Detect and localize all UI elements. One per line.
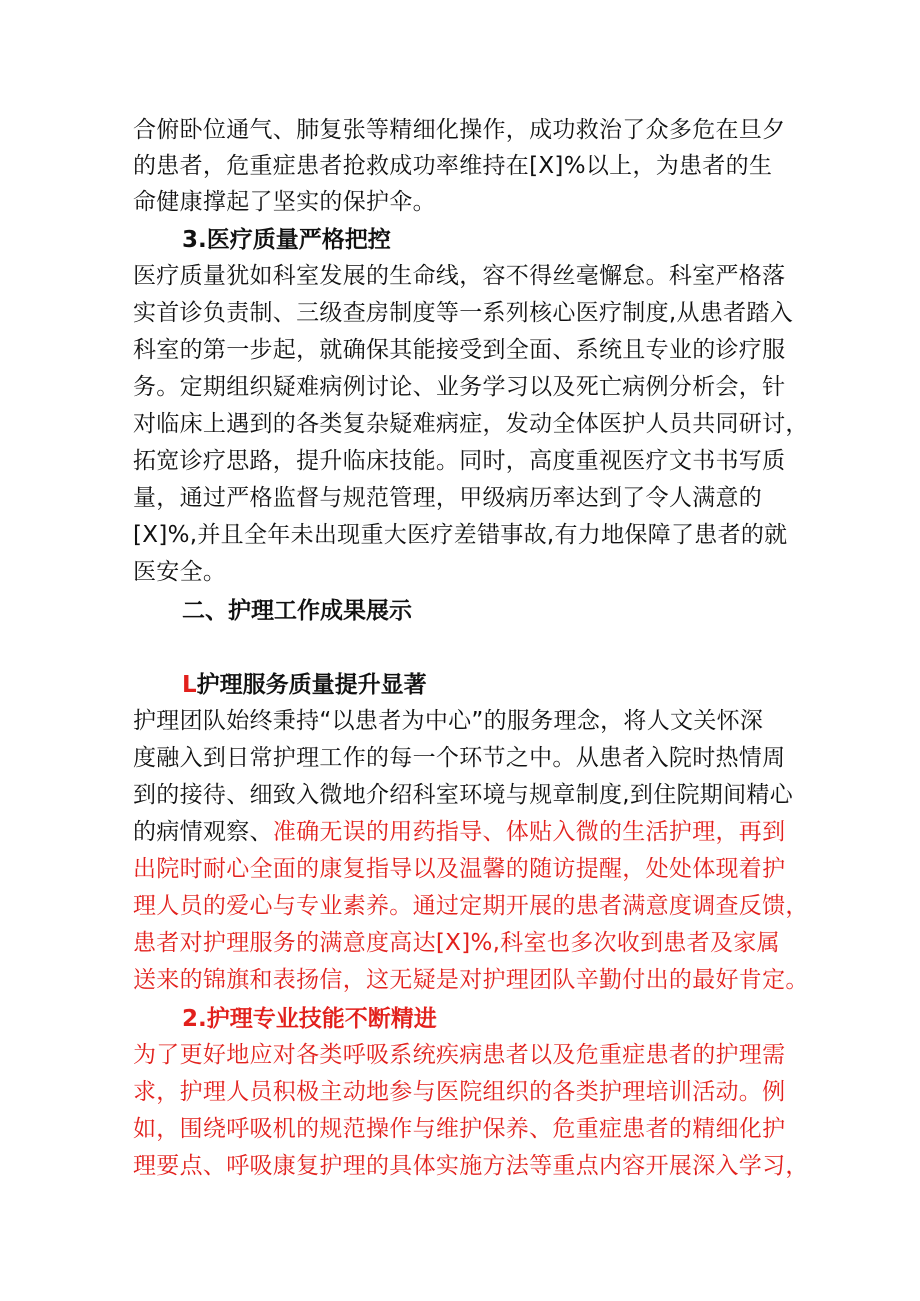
paragraph-line-red: 理人员的爱心与专业素养。通过定期开展的患者满意度调查反馈， [133,893,809,919]
heading-section-nursing: 二、护理工作成果展示 [182,598,412,624]
paragraph-line: 务。定期组织疑难病例讨论、业务学习以及死亡病例分析会，针 [133,374,786,400]
paragraph-line: 合俯卧位通气、肺复张等精细化操作，成功救治了众多危在旦夕 [133,117,786,143]
paragraph-line-mixed [133,814,813,850]
heading-text: 护理服务质量提升显著 [196,672,427,698]
paragraph-line: 医疗质量犹如科室发展的生命线，容不得丝毫懈怠。科室严格落 [133,263,786,289]
paragraph-line: 命健康撑起了坚实的保护伞。 [133,189,436,215]
heading-marker: L [182,672,197,698]
text-black: 的病情观察、 [133,819,273,845]
paragraph-line: 拓宽诊疗思路，提升临床技能。同时，高度重视医疗文书书写质 [133,448,786,474]
paragraph-line: 实首诊负责制、三级查房制度等一系列核心医疗制度,从患者踏入 [133,300,794,326]
paragraph-line-red: 求，护理人员积极主动地参与医院组织的各类护理培训活动。例 [133,1079,786,1105]
heading-nursing-service [182,667,427,703]
heading-medical-quality: 3.医疗质量严格把控 [182,227,391,253]
paragraph-line: 护理团队始终秉持“以患者为中心”的服务理念，将人文关怀深 [133,708,764,734]
paragraph-line: 对临床上遇到的各类复杂疑难病症，发动全体医护人员共同研讨， [133,411,809,437]
heading-nursing-skills: 2.护理专业技能不断精进 [182,1006,437,1032]
paragraph-line-red: 理要点、呼吸康复护理的具体实施方法等重点内容开展深入学习， [133,1153,809,1179]
paragraph-line: 量，通过严格监督与规范管理，甲级病历率达到了令人满意的 [133,485,763,511]
paragraph-line-red: 送来的锦旗和表扬信，这无疑是对护理团队辛勤付出的最好肯定。 [133,967,809,993]
paragraph-line-red: 出院时耐心全面的康复指导以及温馨的随访提醒，处处体现着护 [133,856,786,882]
paragraph-line: [X]%,并且全年未出现重大医疗差错事故,有力地保障了患者的就 [133,522,788,548]
text-red: 准确无误的用药指导、体贴入微的生活护理，再到 [272,819,786,845]
paragraph-line: 的患者，危重症患者抢救成功率维持在[X]%以上，为患者的生 [133,153,773,179]
paragraph-line: 度融入到日常护理工作的每一个环节之中。从患者入院时热情周 [133,745,786,771]
paragraph-line: 到的接待、细致入微地介绍科室环境与规章制度,到住院期间精心 [133,782,794,808]
paragraph-line: 医安全。 [133,559,227,585]
paragraph-line-red: 如，围绕呼吸机的规范操作与维护保养、危重症患者的精细化护 [133,1116,786,1142]
paragraph-line: 科室的第一步起，就确保其能接受到全面、系统且专业的诊疗服 [133,337,786,363]
paragraph-line-red: 为了更好地应对各类呼吸系统疾病患者以及危重症患者的护理需 [133,1042,786,1068]
paragraph-line-red: 患者对护理服务的满意度高达[X]%,科室也多次收到患者及家属 [133,930,780,956]
